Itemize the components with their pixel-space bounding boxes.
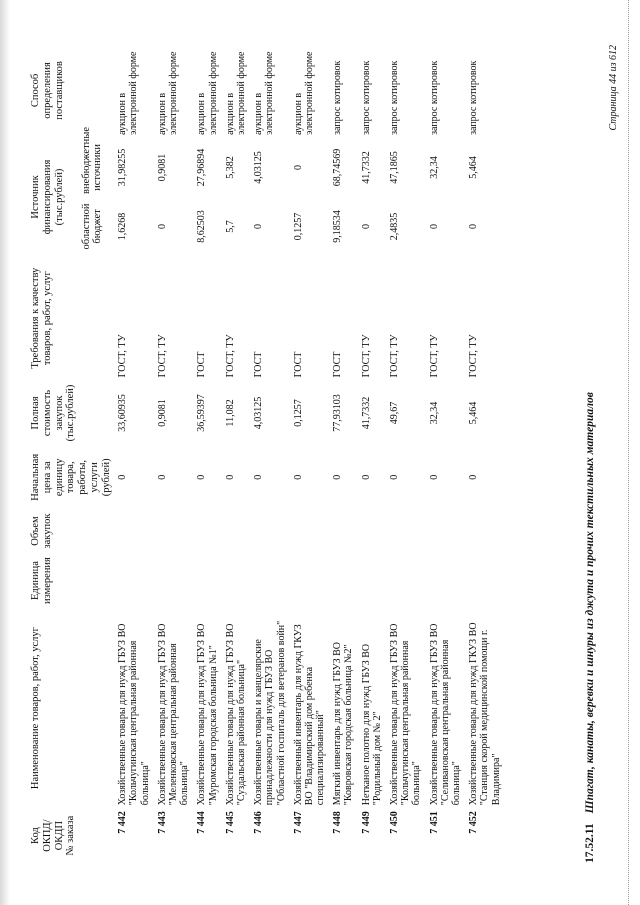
cell-requirements: ГОСТ, ТУ bbox=[468, 334, 480, 378]
cell-cost: 77,93103 bbox=[332, 394, 344, 432]
cell-name: Нетканое полотно для нужд ГБУЗ ВО "Родильный дом № 2" bbox=[360, 643, 383, 806]
cell-price: 0 bbox=[292, 474, 304, 480]
table-row bbox=[250, 43, 290, 863]
cell-price: 0 bbox=[468, 474, 480, 480]
cell-code: 7 443 bbox=[156, 811, 168, 834]
cell-name: Хозяйственные товары для нужд ГБУЗ ВО "Муромская городская больница №1" bbox=[196, 623, 219, 806]
cell-code: 7 447 bbox=[292, 811, 304, 834]
cell-code: 7 449 bbox=[360, 811, 372, 834]
cell-name: Хозяйственные товары для нужд ГБУЗ ВО "Кольчугинская центральная районная больница" bbox=[389, 623, 423, 806]
cell-requirements: ГОСТ bbox=[332, 351, 344, 378]
cell-method: аукцион в электронной форме bbox=[253, 51, 276, 135]
cell-fin-regional: 1,6268 bbox=[117, 212, 129, 241]
cell-code: 7 450 bbox=[389, 811, 400, 834]
cell-cost: 5,464 bbox=[468, 401, 480, 425]
header-unit: Единица измерения bbox=[30, 557, 53, 605]
cell-method: аукцион в электронной форме bbox=[196, 51, 219, 135]
cell-unit bbox=[465, 553, 505, 608]
cell-unit bbox=[358, 553, 386, 608]
cell-cost: 32,34 bbox=[428, 401, 440, 425]
cell-price: 0 bbox=[156, 474, 168, 480]
cell-requirements: ГОСТ, ТУ bbox=[360, 334, 372, 378]
cell-requirements: ГОСТ, ТУ bbox=[428, 334, 440, 378]
cell-fin-regional: 0 bbox=[156, 223, 168, 229]
cell-volume bbox=[358, 509, 386, 553]
header-method: Способ определения поставщиков bbox=[30, 61, 65, 120]
cell-requirements: ГОСТ bbox=[196, 351, 208, 378]
cell-method: аукцион в электронной форме bbox=[156, 51, 179, 135]
cell-volume bbox=[222, 509, 250, 553]
scan-dotted-edge bbox=[628, 0, 635, 905]
cell-unit bbox=[290, 553, 330, 608]
cell-requirements: ГОСТ bbox=[253, 351, 265, 378]
cell-code: 7 442 bbox=[117, 811, 129, 834]
cell-cost: 11,082 bbox=[224, 399, 236, 427]
cell-price: 0 bbox=[360, 474, 372, 480]
cell-volume bbox=[193, 509, 221, 553]
cell-code: 7 448 bbox=[332, 811, 344, 834]
section-heading bbox=[584, 43, 597, 863]
cell-fin-regional: 9,18534 bbox=[332, 210, 344, 243]
cell-cost: 4,03125 bbox=[253, 396, 265, 430]
table-row bbox=[465, 43, 505, 863]
cell-cost: 33,60935 bbox=[117, 394, 129, 432]
table-row bbox=[290, 43, 330, 863]
cell-unit bbox=[154, 553, 194, 608]
cell-requirements: ГОСТ bbox=[292, 351, 304, 378]
cell-cost: 36,59397 bbox=[196, 394, 208, 432]
cell-requirements: ГОСТ, ТУ bbox=[117, 334, 129, 378]
cell-method: аукцион в электронной форме bbox=[292, 51, 315, 135]
cell-price: 0 bbox=[389, 474, 400, 480]
cell-volume bbox=[250, 509, 290, 553]
cell-fin-regional: 2,4835 bbox=[389, 212, 400, 241]
cell-unit bbox=[426, 553, 466, 608]
cell-unit bbox=[222, 553, 250, 608]
cell-name: Хозяйственные товары для нужд ГБУЗ ВО "Меленковская центральная районная больница" bbox=[156, 623, 191, 806]
header-requirements: Требования к качеству товаров, работ, услуг bbox=[30, 267, 53, 369]
cell-fin-extra: 41,7332 bbox=[360, 151, 372, 184]
cell-fin-extra: 31,98255 bbox=[117, 148, 129, 187]
cell-fin-extra: 27,96894 bbox=[196, 148, 208, 187]
cell-code: 7 446 bbox=[253, 811, 265, 834]
table-header-row bbox=[28, 43, 79, 863]
cell-fin-extra: 5,382 bbox=[224, 156, 236, 179]
cell-requirements: ГОСТ, ТУ bbox=[224, 334, 236, 378]
header-price: Начальная цена за единицу товара, работы, услуги (рублей) bbox=[30, 453, 112, 501]
cell-requirements: ГОСТ, ТУ bbox=[156, 334, 168, 378]
cell-unit bbox=[250, 553, 290, 608]
cell-volume bbox=[154, 509, 194, 553]
cell-fin-extra: 0,9081 bbox=[156, 153, 168, 182]
cell-cost: 49,67 bbox=[389, 401, 400, 425]
cell-method: запрос котировок bbox=[332, 60, 344, 135]
cell-price: 0 bbox=[117, 474, 129, 480]
cell-price: 0 bbox=[428, 474, 440, 480]
table-row bbox=[222, 43, 250, 863]
cell-fin-regional: 0 bbox=[253, 223, 265, 229]
header-volume: Объем закупок bbox=[30, 513, 53, 549]
cell-method: запрос котировок bbox=[360, 60, 372, 135]
cell-fin-extra: 32,34 bbox=[428, 156, 440, 179]
cell-fin-regional: 0 bbox=[360, 223, 372, 229]
cell-name: Хозяйственные товары для нужд ГБУЗ ВО "Кольчугинская центральная районная больница" bbox=[117, 623, 151, 806]
table-row bbox=[193, 43, 221, 863]
cell-price: 0 bbox=[196, 474, 208, 480]
table-row bbox=[386, 43, 426, 863]
cell-fin-extra: 0 bbox=[292, 164, 304, 170]
cell-unit bbox=[329, 553, 357, 608]
cell-method: аукцион в электронной форме bbox=[117, 51, 140, 135]
cell-volume bbox=[290, 509, 330, 553]
cell-method: запрос котировок bbox=[468, 60, 480, 135]
cell-volume bbox=[465, 509, 505, 553]
cell-volume bbox=[329, 509, 357, 553]
table-row bbox=[154, 43, 194, 863]
cell-name: Хозяйственные товары и канцелярские принадлежности для нужд ГБУЗ ВО "Областной госпиталь для ветеранов войн" bbox=[253, 620, 287, 806]
table-body bbox=[114, 43, 504, 863]
section-title: Шпагат, канаты, веревки и шнуры из джута и прочих текстильных материалов bbox=[584, 392, 596, 814]
cell-name: Хозяйственный инвентарь для нужд ГКУЗ ВО "Владимирский дом ребенка специализированный" bbox=[292, 624, 327, 806]
procurement-table bbox=[28, 43, 505, 863]
section-code: 17.52.11 bbox=[584, 823, 596, 863]
table-row bbox=[426, 43, 466, 863]
cell-code: 7 445 bbox=[224, 811, 236, 834]
cell-name: Мягкий инвентарь для нужд ГБУЗ ВО "Ковровская городская больница №2" bbox=[332, 641, 355, 806]
header-cost: Полная стоимость закупок (тыс.рублей) bbox=[30, 384, 77, 442]
cell-method: запрос котировок bbox=[389, 60, 400, 135]
cell-cost: 0,1257 bbox=[292, 399, 304, 427]
cell-fin-extra: 47,1865 bbox=[389, 151, 400, 184]
cell-volume bbox=[426, 509, 466, 553]
cell-unit bbox=[193, 553, 221, 608]
cell-price: 0 bbox=[253, 474, 265, 480]
cell-code: 7 444 bbox=[196, 811, 208, 834]
table-row bbox=[329, 43, 357, 863]
cell-price: 0 bbox=[332, 474, 344, 480]
cell-price: 0 bbox=[224, 474, 236, 480]
cell-unit bbox=[386, 553, 426, 608]
cell-cost: 41,7332 bbox=[360, 396, 372, 430]
scan-edge-shadow bbox=[0, 0, 10, 905]
cell-code: 7 452 bbox=[468, 811, 480, 834]
cell-name: Хозяйственные товары для нужд ГБУЗ ВО "Суздальская районная больница" bbox=[224, 623, 247, 806]
header-fin-extra: внебюджетные источники bbox=[80, 127, 104, 194]
cell-method: аукцион в электронной форме bbox=[224, 51, 247, 135]
header-fin-regional: областной бюджет bbox=[80, 203, 104, 250]
header-name: Наименование товаров, работ, услуг bbox=[30, 627, 41, 790]
cell-fin-extra: 4,03125 bbox=[253, 151, 265, 184]
cell-fin-extra: 68,74569 bbox=[332, 148, 344, 187]
cell-volume bbox=[114, 509, 154, 553]
cell-fin-regional: 0,1257 bbox=[292, 212, 304, 241]
cell-unit bbox=[114, 553, 154, 608]
table-row bbox=[114, 43, 154, 863]
cell-volume bbox=[386, 509, 426, 553]
page-number: Страница 44 из 612 bbox=[608, 45, 619, 131]
cell-fin-regional: 0 bbox=[428, 223, 440, 229]
table-row bbox=[358, 43, 386, 863]
cell-fin-extra: 5,464 bbox=[468, 156, 480, 179]
cell-cost: 0,9081 bbox=[156, 399, 168, 427]
cell-fin-regional: 8,62503 bbox=[196, 210, 208, 243]
cell-name: Хозяйственные товары для нужд ГБУЗ ВО "Селивановская центральная районная больница" bbox=[428, 623, 462, 806]
cell-requirements: ГОСТ, ТУ bbox=[389, 334, 400, 378]
header-financing: Источник финансирования (тыс.рублей) bbox=[30, 159, 65, 235]
cell-name: Хозяйственные товары для нужд ГКУЗ ВО "Станция скорой медицинской помощи г. Владимира" bbox=[468, 622, 502, 806]
cell-code: 7 451 bbox=[428, 811, 440, 834]
cell-fin-regional: 0 bbox=[468, 223, 480, 229]
cell-method: запрос котировок bbox=[428, 60, 440, 135]
cell-fin-regional: 5,7 bbox=[224, 220, 236, 233]
header-code: Код ОКПД/ ОКДП № заказа bbox=[30, 815, 77, 856]
